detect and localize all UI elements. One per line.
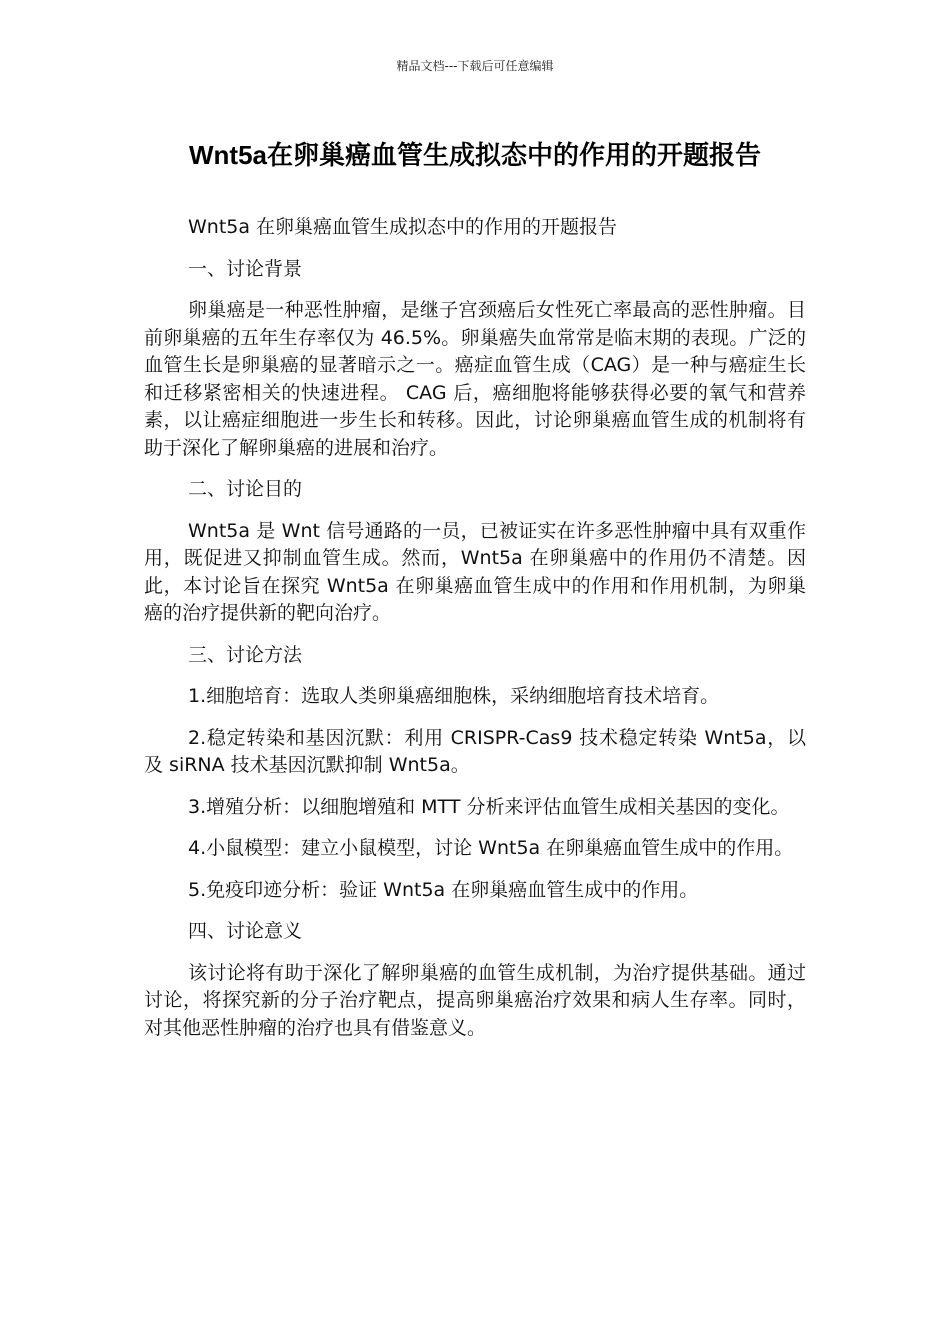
method-item: 3.增殖分析：以细胞增殖和 MTT 分析来评估血管生成相关基因的变化。 bbox=[188, 795, 790, 818]
background-paragraph: 卵巢癌是一种恶性肿瘤，是继子宫颈癌后女性死亡率最高的恶性肿瘤。目前卵巢癌的五年生存率仅为 46.5%。卵巢癌失血常常是临末期的表现。广泛的血管生长是卵巢癌的显著暗示之一。癌症血管生成（CAG）是一种与癌症生长和迁移紧密相关的快速进程。 CAG 后，癌细胞将能够获得必要的氧气和营养素，以让癌症细胞进一步生长和转移。因此，讨论卵巢癌血管生成的机制将有助于深化了解卵巢癌的进展和治疗。 bbox=[144, 299, 806, 459]
document-title: Wnt5a在卵巢癌血管生成拟态中的作用的开题报告 bbox=[188, 140, 761, 170]
page-header-note: 精品文档---下载后可任意编辑 bbox=[396, 59, 554, 73]
method-item: 2.稳定转染和基因沉默：利用 CRISPR-Cas9 技术稳定转染 Wnt5a，以及 siRNA 技术基因沉默抑制 Wnt5a。 bbox=[144, 726, 806, 776]
document-body bbox=[144, 214, 806, 1056]
method-item: 1.细胞培育：选取人类卵巢癌细胞株，采纳细胞培育技术培育。 bbox=[188, 685, 720, 707]
significance-paragraph: 该讨论将有助于深化了解卵巢癌的血管生成机制，为治疗提供基础。通过讨论，将探究新的分子治疗靶点，提高卵巢癌治疗效果和病人生存率。同时，对其他恶性肿瘤的治疗也具有借鉴意义。 bbox=[144, 961, 806, 1039]
method-item: 4.小鼠模型：建立小鼠模型，讨论 Wnt5a 在卵巢癌血管生成中的作用。 bbox=[188, 837, 794, 859]
method-item: 5.免疫印迹分析：验证 Wnt5a 在卵巢癌血管生成中的作用。 bbox=[188, 878, 699, 901]
purpose-paragraph: Wnt5a 是 Wnt 信号通路的一员，已被证实在许多恶性肿瘤中具有双重作用，既促进又抑制血管生成。然而，Wnt5a 在卵巢癌中的作用仍不清楚。因此，本讨论旨在探究 Wnt5a 在卵巢癌血管生成中的作用和作用机制，为卵巢癌的治疗提供新的靶向治疗。 bbox=[144, 519, 806, 624]
section-heading-purpose: 二、讨论目的 bbox=[188, 478, 303, 500]
section-heading-methods: 三、讨论方法 bbox=[188, 643, 303, 666]
section-heading-significance: 四、讨论意义 bbox=[188, 920, 303, 942]
section-heading-background: 一、讨论背景 bbox=[188, 257, 303, 280]
intro-line: Wnt5a 在卵巢癌血管生成拟态中的作用的开题报告 bbox=[188, 216, 618, 238]
